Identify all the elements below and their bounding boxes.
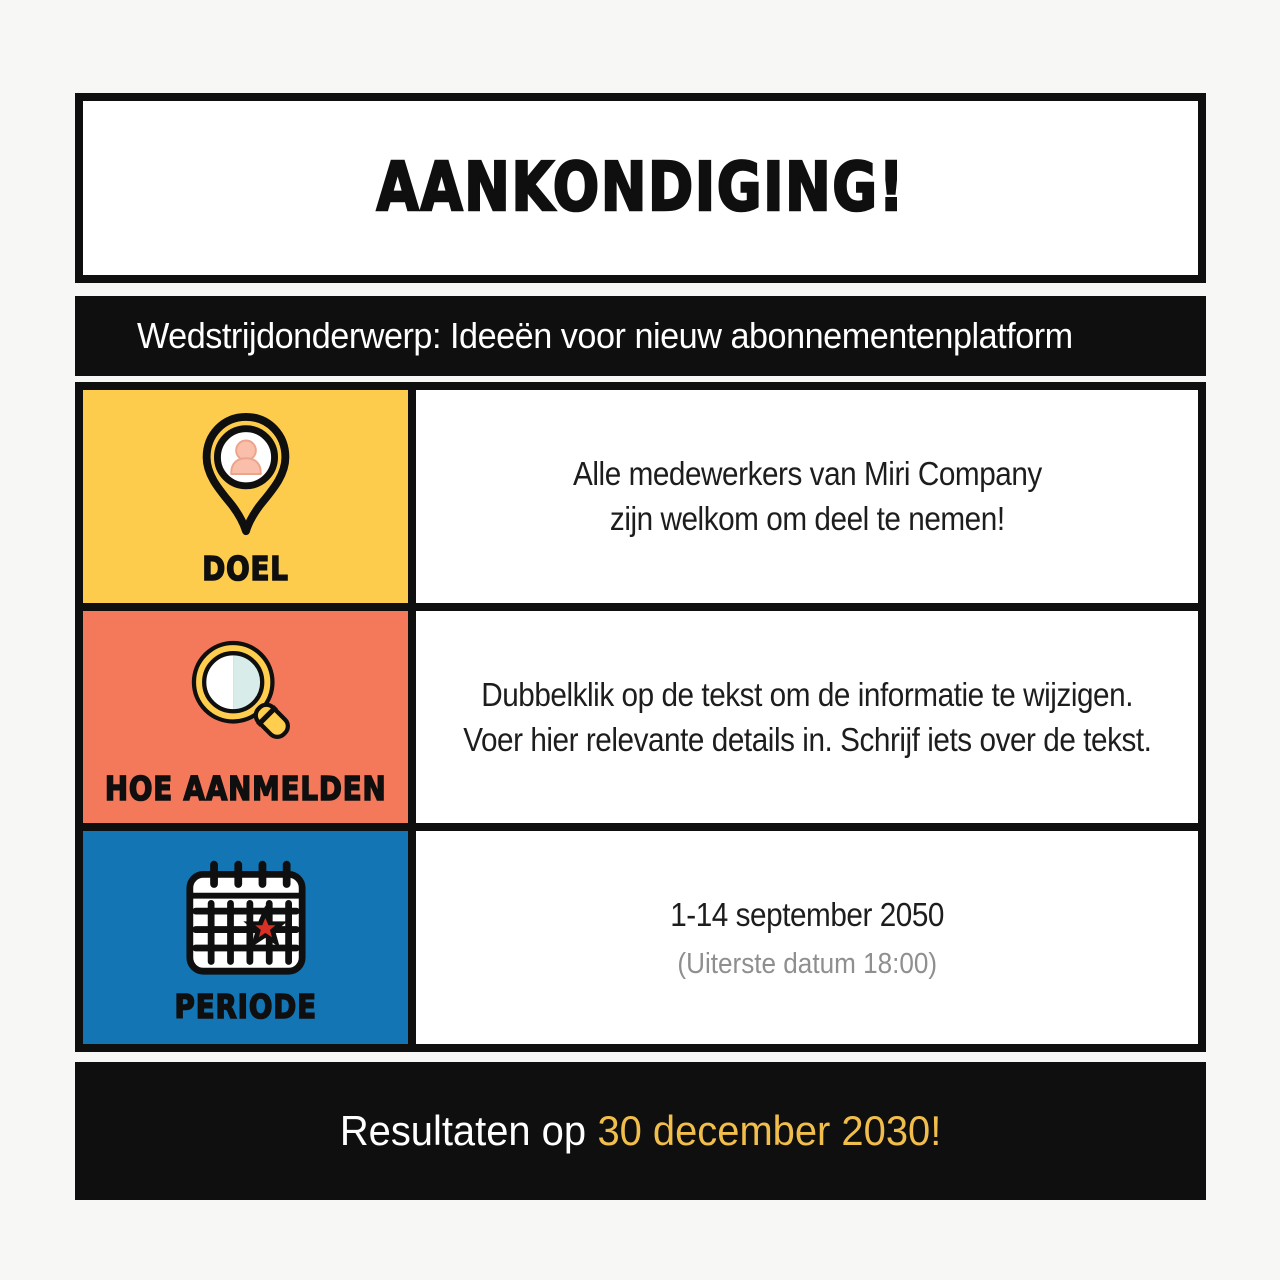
hoe-aanmelden-icon-cell <box>83 611 408 824</box>
periode-label: PERIODE <box>174 987 317 1027</box>
doel-icon-cell <box>83 390 408 603</box>
footer-bar <box>75 1062 1206 1200</box>
page-title: AANKONDIGING! <box>376 149 905 227</box>
results-date: 30 december 2030! <box>597 1107 942 1154</box>
periode-deadline-note: (Uiterste datum 18:00) <box>677 947 937 980</box>
periode-icon-cell <box>83 831 408 1044</box>
hoe-aanmelden-line-2: Voer hier relevante details in. Schrijf iets over de tekst. <box>462 720 1152 758</box>
calendar-star-icon <box>182 855 310 977</box>
info-table <box>75 382 1206 1052</box>
results-announcement <box>340 1107 941 1155</box>
periode-text-cell <box>416 831 1198 1044</box>
location-pin-person-icon <box>196 411 296 539</box>
doel-line-1: Alle medewerkers van Miri Company <box>572 455 1042 493</box>
periode-line-1: 1-14 september 2050 <box>670 895 944 933</box>
results-prefix: Resultaten op <box>339 1107 586 1154</box>
subtitle-bar <box>75 296 1206 376</box>
contest-subject-text: Wedstrijdonderwerp: Ideeën voor nieuw abonnementenplatform <box>137 315 1073 356</box>
doel-label: DOEL <box>202 548 289 588</box>
doel-text-cell <box>416 390 1198 603</box>
hoe-aanmelden-text-cell <box>416 611 1198 824</box>
magnifying-glass-icon <box>182 631 310 759</box>
title-box <box>75 93 1206 283</box>
hoe-aanmelden-label: HOE AANMELDEN <box>104 769 387 809</box>
hoe-aanmelden-line-1: Dubbelklik op de tekst om de informatie te wijzigen. <box>481 675 1133 713</box>
doel-line-2: zijn welkom om deel te nemen! <box>609 500 1005 538</box>
